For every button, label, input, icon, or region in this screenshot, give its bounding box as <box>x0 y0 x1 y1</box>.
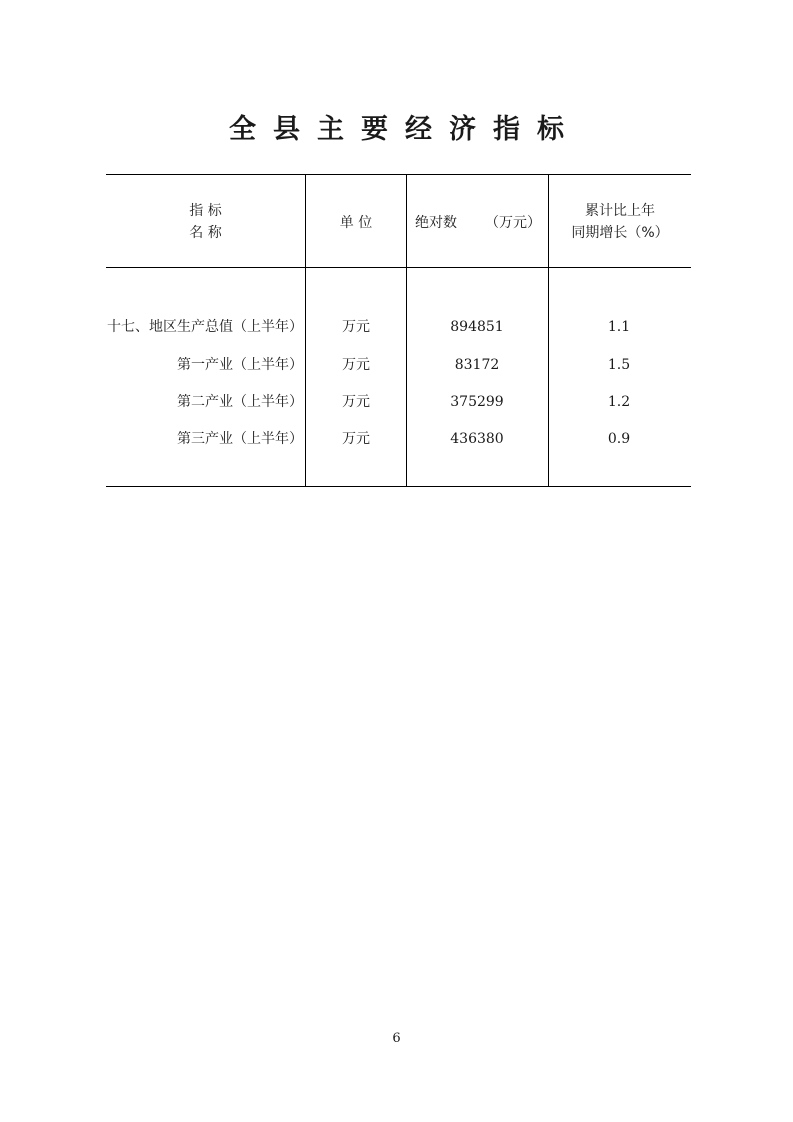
row-growth-value: 0.9 <box>607 431 631 447</box>
header-growth-line2: 同期增长（%） <box>571 225 669 241</box>
row-absolute-value: 436380 <box>450 431 504 447</box>
header-absolute <box>415 212 545 234</box>
row-unit: 万元 <box>342 357 370 373</box>
row-unit: 万元 <box>342 431 370 447</box>
header-absolute-unit: （万元） <box>485 215 541 231</box>
row-unit: 万元 <box>342 394 370 410</box>
page-number: 6 <box>392 1031 401 1046</box>
row-growth-value: 1.5 <box>607 357 631 373</box>
row-unit: 万元 <box>342 319 370 335</box>
table-top-rule <box>106 174 691 175</box>
header-indicator-line2: 名 称 <box>189 225 222 241</box>
header-absolute-label: 绝对数 <box>415 215 457 231</box>
row-growth-value: 1.2 <box>607 394 631 410</box>
row-indicator-name: 第三产业（上半年） <box>177 431 303 447</box>
row-indicator-name: 第二产业（上半年） <box>177 394 303 410</box>
header-unit: 单 位 <box>339 215 373 231</box>
header-growth <box>549 200 691 244</box>
row-growth-value: 1.1 <box>607 319 631 335</box>
table-header-rule <box>106 267 691 268</box>
header-growth-line1: 累计比上年 <box>585 203 655 219</box>
page-title: 全县主要经济指标 <box>229 114 581 145</box>
row-indicator-name: 第一产业（上半年） <box>177 357 303 373</box>
row-absolute-value: 83172 <box>454 357 500 373</box>
header-indicator-name <box>106 200 305 244</box>
row-absolute-value: 375299 <box>450 394 504 410</box>
row-indicator-name: 十七、地区生产总值（上半年） <box>107 319 303 335</box>
header-indicator-line1: 指 标 <box>189 203 222 219</box>
economic-indicators-table <box>106 174 691 487</box>
row-absolute-value: 894851 <box>450 319 504 335</box>
table-bottom-rule <box>106 486 691 487</box>
